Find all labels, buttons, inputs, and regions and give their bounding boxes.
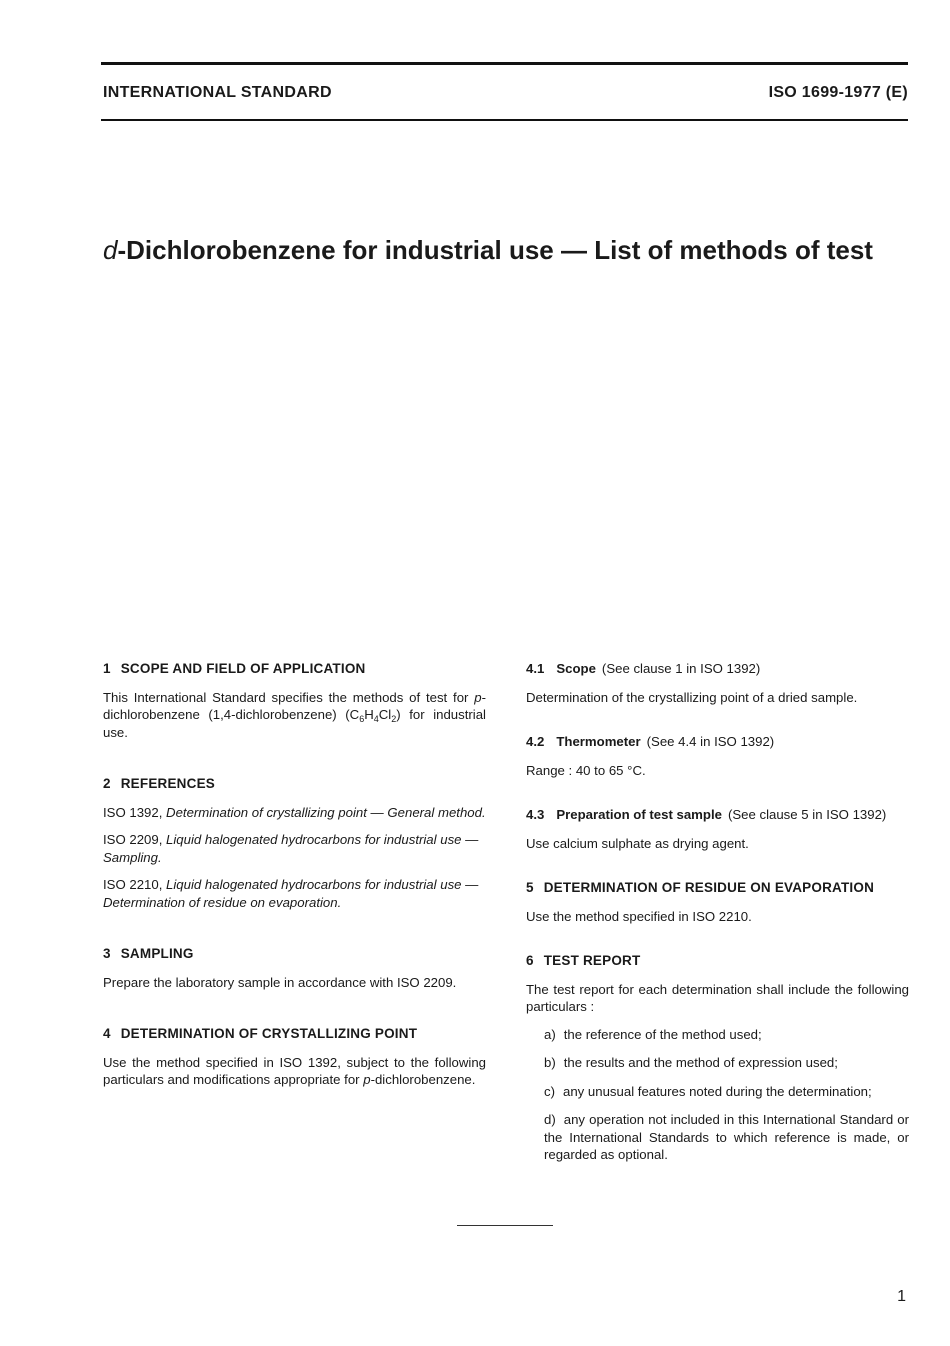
- crystallizing-text-1: Use the method specified in ISO 1392, subject to the following particulars and modifications appropriate for: [103, 1054, 486, 1087]
- subsection-number: 4.2: [526, 734, 545, 749]
- title-prefix: d: [103, 235, 118, 265]
- reference-title: Determination of crystallizing point — General method.: [166, 804, 486, 820]
- section-heading: [103, 660, 486, 678]
- test-report-intro: The test report for each determination shall include the following particulars :: [526, 981, 909, 1014]
- subsection-title: Scope: [556, 661, 596, 676]
- list-item: [544, 1083, 909, 1101]
- standard-type-label: INTERNATIONAL STANDARD: [103, 84, 332, 101]
- page-number: 1: [897, 1288, 906, 1305]
- list-item-label: d): [544, 1112, 556, 1127]
- section-4-1: [526, 660, 909, 706]
- reference-item: [103, 804, 486, 822]
- title-text: -Dichlorobenzene for industrial use — List of methods of test: [117, 235, 873, 265]
- residue-paragraph: Use the method specified in ISO 2210.: [526, 908, 752, 924]
- section-number: 3: [103, 946, 111, 961]
- scope-text-5: Cl: [378, 707, 392, 722]
- scope-paragraph: [103, 689, 486, 742]
- reference-code: ISO 2209,: [103, 832, 167, 847]
- subsection-note: (See clause 5 in ISO 1392): [727, 807, 887, 822]
- section-2: [103, 775, 486, 911]
- section-heading: [103, 775, 486, 793]
- subsection-note: (See 4.4 in ISO 1392): [646, 734, 775, 749]
- subsection-heading: [526, 806, 909, 824]
- section-heading: [103, 1025, 486, 1043]
- section-heading: [526, 952, 909, 970]
- formula-subscript-2: 4: [373, 714, 379, 724]
- right-column: [526, 660, 909, 1175]
- section-number: 1: [103, 661, 111, 676]
- formula-subscript-1: 6: [359, 714, 365, 724]
- subsection-note: (See clause 1 in ISO 1392): [601, 661, 761, 676]
- list-item-text: the reference of the method used;: [563, 1026, 762, 1042]
- scope-text-3: -dichlorobenzene (1,4-dichlorobenzene) (C: [103, 689, 486, 722]
- reference-code: ISO 2210,: [103, 877, 167, 892]
- left-column: [103, 660, 486, 1099]
- section-number: 2: [103, 776, 111, 791]
- section-number: 5: [526, 880, 534, 895]
- list-item-text: any unusual features noted during the determination;: [563, 1083, 872, 1099]
- section-1: [103, 660, 486, 741]
- crystallizing-text-2: p: [363, 1072, 371, 1087]
- section-4: [103, 1025, 486, 1089]
- end-rule: [457, 1225, 553, 1226]
- scope-text-2: p: [474, 689, 482, 705]
- scope-text-4: H: [364, 707, 374, 722]
- reference-title: Liquid halogenated hydrocarbons for industrial use — Determination of residue on evaporation.: [103, 877, 479, 910]
- scope-text-1: This International Standard specifies the methods of test for: [103, 689, 475, 705]
- subsection-number: 4.3: [526, 807, 545, 822]
- subsection-heading: [526, 733, 909, 751]
- section-4-3: [526, 806, 909, 852]
- header-rule-bottom: [101, 119, 908, 121]
- section-5: [526, 879, 909, 925]
- list-item: [544, 1054, 909, 1072]
- section-title: DETERMINATION OF CRYSTALLIZING POINT: [120, 1026, 418, 1041]
- subsection-number: 4.1: [526, 661, 545, 676]
- subsection-heading: [526, 660, 909, 678]
- standard-number: ISO 1699-1977 (E): [768, 84, 908, 101]
- subsection-title: Thermometer: [556, 734, 641, 749]
- reference-code: ISO 1392,: [103, 804, 167, 820]
- section-title: SCOPE AND FIELD OF APPLICATION: [120, 661, 366, 676]
- crystallizing-paragraph: [103, 1054, 486, 1089]
- crystallizing-text-3: -dichlorobenzene.: [370, 1072, 476, 1087]
- reference-item: [103, 876, 486, 911]
- subsection-text: Range : 40 to 65 °C.: [526, 762, 646, 778]
- list-item-text: the results and the method of expression used;: [563, 1055, 838, 1070]
- section-number: 4: [103, 1026, 111, 1041]
- list-item-text: any operation not included in this International Standard or the International Standards to which reference is made, or regarded as optional.: [544, 1112, 909, 1162]
- section-heading: [103, 945, 486, 963]
- header-rule-top: [101, 62, 908, 65]
- subsection-text: Determination of the crystallizing point of a dried sample.: [526, 689, 858, 705]
- section-4-2: [526, 733, 909, 779]
- list-item-label: c): [544, 1083, 555, 1099]
- subsection-title: Preparation of test sample: [556, 807, 722, 822]
- subsection-text: Use calcium sulphate as drying agent.: [526, 835, 749, 851]
- formula-subscript-3: 2: [391, 714, 397, 724]
- list-item-label: b): [544, 1055, 556, 1070]
- section-title: DETERMINATION OF RESIDUE ON EVAPORATION: [543, 880, 875, 895]
- scope-text-6: ) for industrial use.: [103, 707, 486, 740]
- list-item: [544, 1026, 909, 1044]
- section-title: TEST REPORT: [543, 953, 641, 968]
- document-title: [103, 232, 883, 268]
- list-item: [544, 1111, 909, 1164]
- section-3: [103, 945, 486, 991]
- section-6: [526, 952, 909, 1164]
- section-title: REFERENCES: [120, 776, 215, 791]
- section-title: SAMPLING: [120, 946, 194, 961]
- reference-title: Liquid halogenated hydrocarbons for industrial use — Sampling.: [103, 832, 479, 865]
- sampling-paragraph: Prepare the laboratory sample in accordance with ISO 2209.: [103, 974, 457, 990]
- section-number: 6: [526, 953, 534, 968]
- reference-item: [103, 831, 486, 866]
- section-heading: [526, 879, 909, 897]
- list-item-label: a): [544, 1026, 556, 1042]
